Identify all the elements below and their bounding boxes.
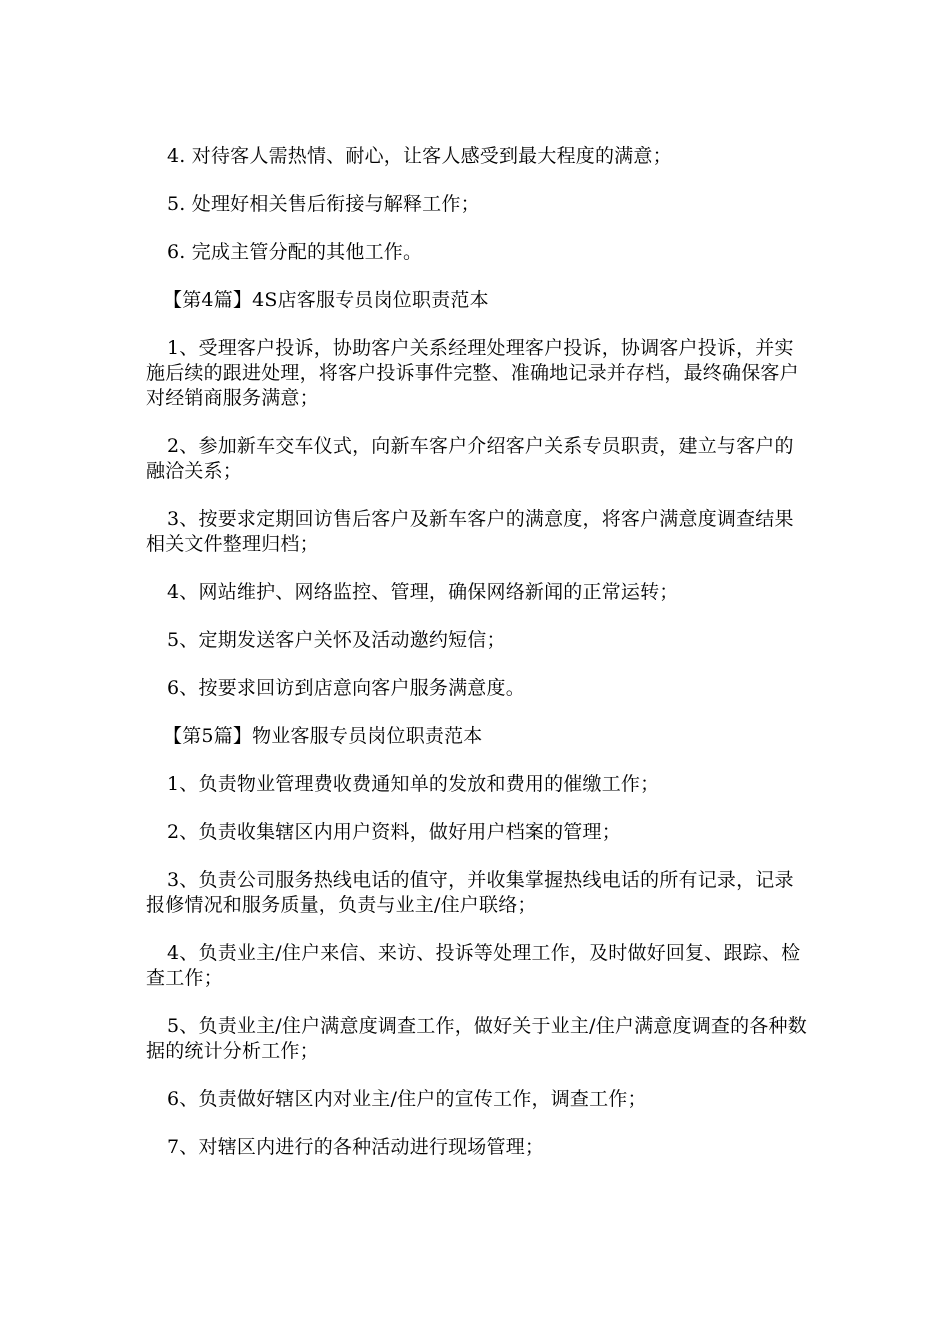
- list-item: 6、按要求回访到店意向客户服务满意度。: [167, 677, 525, 699]
- list-item: 4、负责业主/住户来信、来访、投诉等处理工作，及时做好回复、跟踪、检查工作；: [146, 942, 801, 989]
- list-item: 5、负责业主/住户满意度调查工作，做好关于业主/住户满意度调查的各种数据的统计分析工作；: [146, 1015, 807, 1062]
- list-item: 3、按要求定期回访售后客户及新车客户的满意度，将客户满意度调查结果相关文件整理归档；: [146, 508, 794, 555]
- list-item: 7、对辖区内进行的各种活动进行现场管理；: [167, 1136, 545, 1158]
- list-item: 3、负责公司服务热线电话的值守，并收集掌握热线电话的所有记录，记录报修情况和服务质量，负责与业主/住户联络；: [146, 869, 794, 916]
- list-item: 2、参加新车交车仪式，向新车客户介绍客户关系专员职责，建立与客户的融洽关系；: [146, 435, 794, 482]
- list-item: 2、负责收集辖区内用户资料，做好用户档案的管理；: [167, 821, 621, 843]
- list-item: 4. 对待客人需热情、耐心，让客人感受到最大程度的满意；: [167, 145, 672, 167]
- list-item: 1、受理客户投诉，协助客户关系经理处理客户投诉，协调客户投诉，并实施后续的跟进处理，将客户投诉事件完整、准确地记录并存档，最终确保客户对经销商服务满意；: [146, 337, 799, 409]
- section-heading: 【第4篇】4S店客服专员岗位职责范本: [163, 289, 489, 311]
- list-item: 6. 完成主管分配的其他工作。: [167, 241, 423, 263]
- list-item: 5、定期发送客户关怀及活动邀约短信；: [167, 629, 506, 651]
- list-item: 6、负责做好辖区内对业主/住户的宣传工作，调查工作；: [167, 1088, 647, 1110]
- list-item: 5. 处理好相关售后衔接与解释工作；: [167, 193, 480, 215]
- list-item: 4、网站维护、网络监控、管理，确保网络新闻的正常运转；: [167, 581, 679, 603]
- document-body: [146, 144, 810, 1183]
- list-item: 1、负责物业管理费收费通知单的发放和费用的催缴工作；: [167, 773, 660, 795]
- section-heading: 【第5篇】物业客服专员岗位职责范本: [163, 725, 483, 747]
